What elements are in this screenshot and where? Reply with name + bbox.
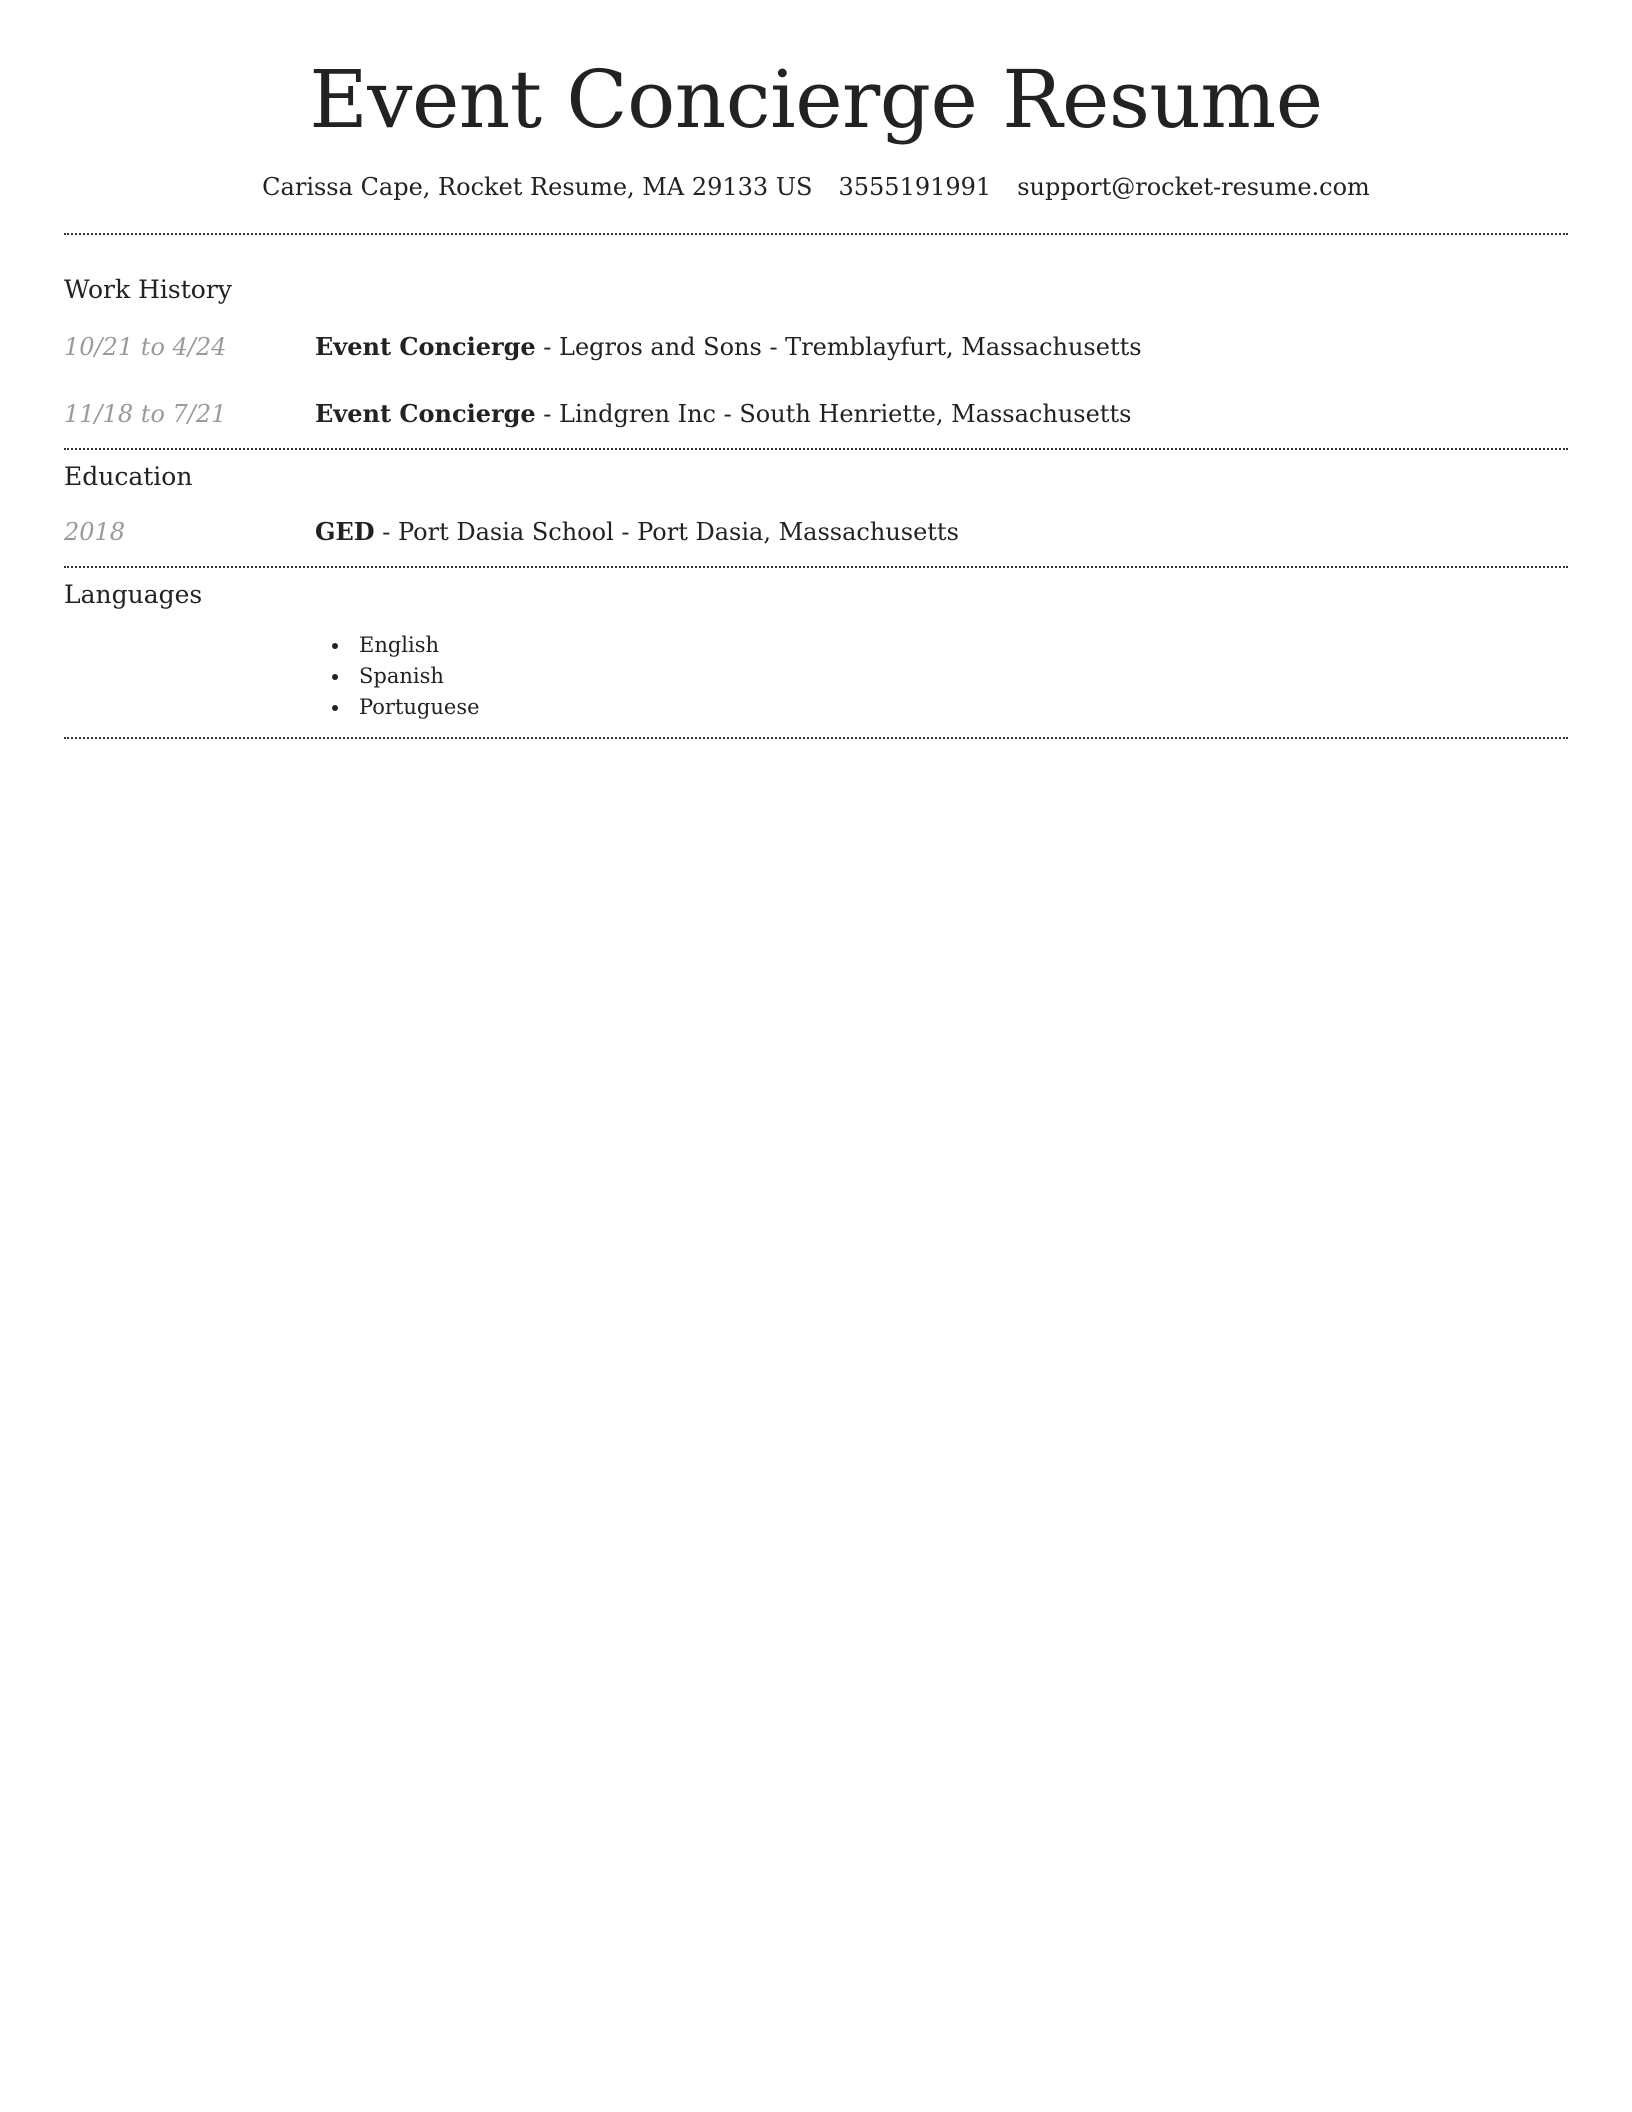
education-entry xyxy=(64,515,1568,549)
entry-dates: 2018 xyxy=(64,518,126,546)
section-divider xyxy=(64,737,1568,739)
languages-section xyxy=(64,568,1568,723)
entry-dates: 10/21 to 4/24 xyxy=(64,333,227,361)
entry-details: - Lindgren Inc - South Henriette, Massachusetts xyxy=(535,400,1132,428)
entry-text xyxy=(315,515,959,549)
section-heading-work-history: Work History xyxy=(64,275,232,304)
languages-list xyxy=(315,630,1568,723)
entry-text xyxy=(315,330,1142,364)
list-item: Spanish xyxy=(315,661,1568,692)
list-item: English xyxy=(315,630,1568,661)
education-section xyxy=(64,450,1568,549)
entry-role: Event Concierge xyxy=(315,399,536,428)
entry-role: Event Concierge xyxy=(315,332,536,361)
work-history-entry xyxy=(64,330,1568,364)
resume-page xyxy=(64,0,1568,739)
section-heading-languages: Languages xyxy=(64,580,203,609)
entry-text xyxy=(315,397,1131,431)
work-history-section xyxy=(64,235,1568,431)
contact-line xyxy=(64,170,1568,204)
work-history-entry xyxy=(64,397,1568,431)
entry-details: - Legros and Sons - Tremblayfurt, Massachusetts xyxy=(535,333,1142,361)
entry-details: - Port Dasia School - Port Dasia, Massachusetts xyxy=(374,518,959,546)
resume-title: Event Concierge Resume xyxy=(309,53,1323,146)
entry-degree: GED xyxy=(315,517,375,546)
contact-phone: 3555191991 xyxy=(838,173,992,201)
contact-address: Carissa Cape, Rocket Resume, MA 29133 US xyxy=(262,173,813,201)
section-heading-education: Education xyxy=(64,462,193,491)
entry-dates: 11/18 to 7/21 xyxy=(64,400,227,428)
list-item: Portuguese xyxy=(315,692,1568,723)
contact-email: support@rocket-resume.com xyxy=(1017,173,1370,201)
